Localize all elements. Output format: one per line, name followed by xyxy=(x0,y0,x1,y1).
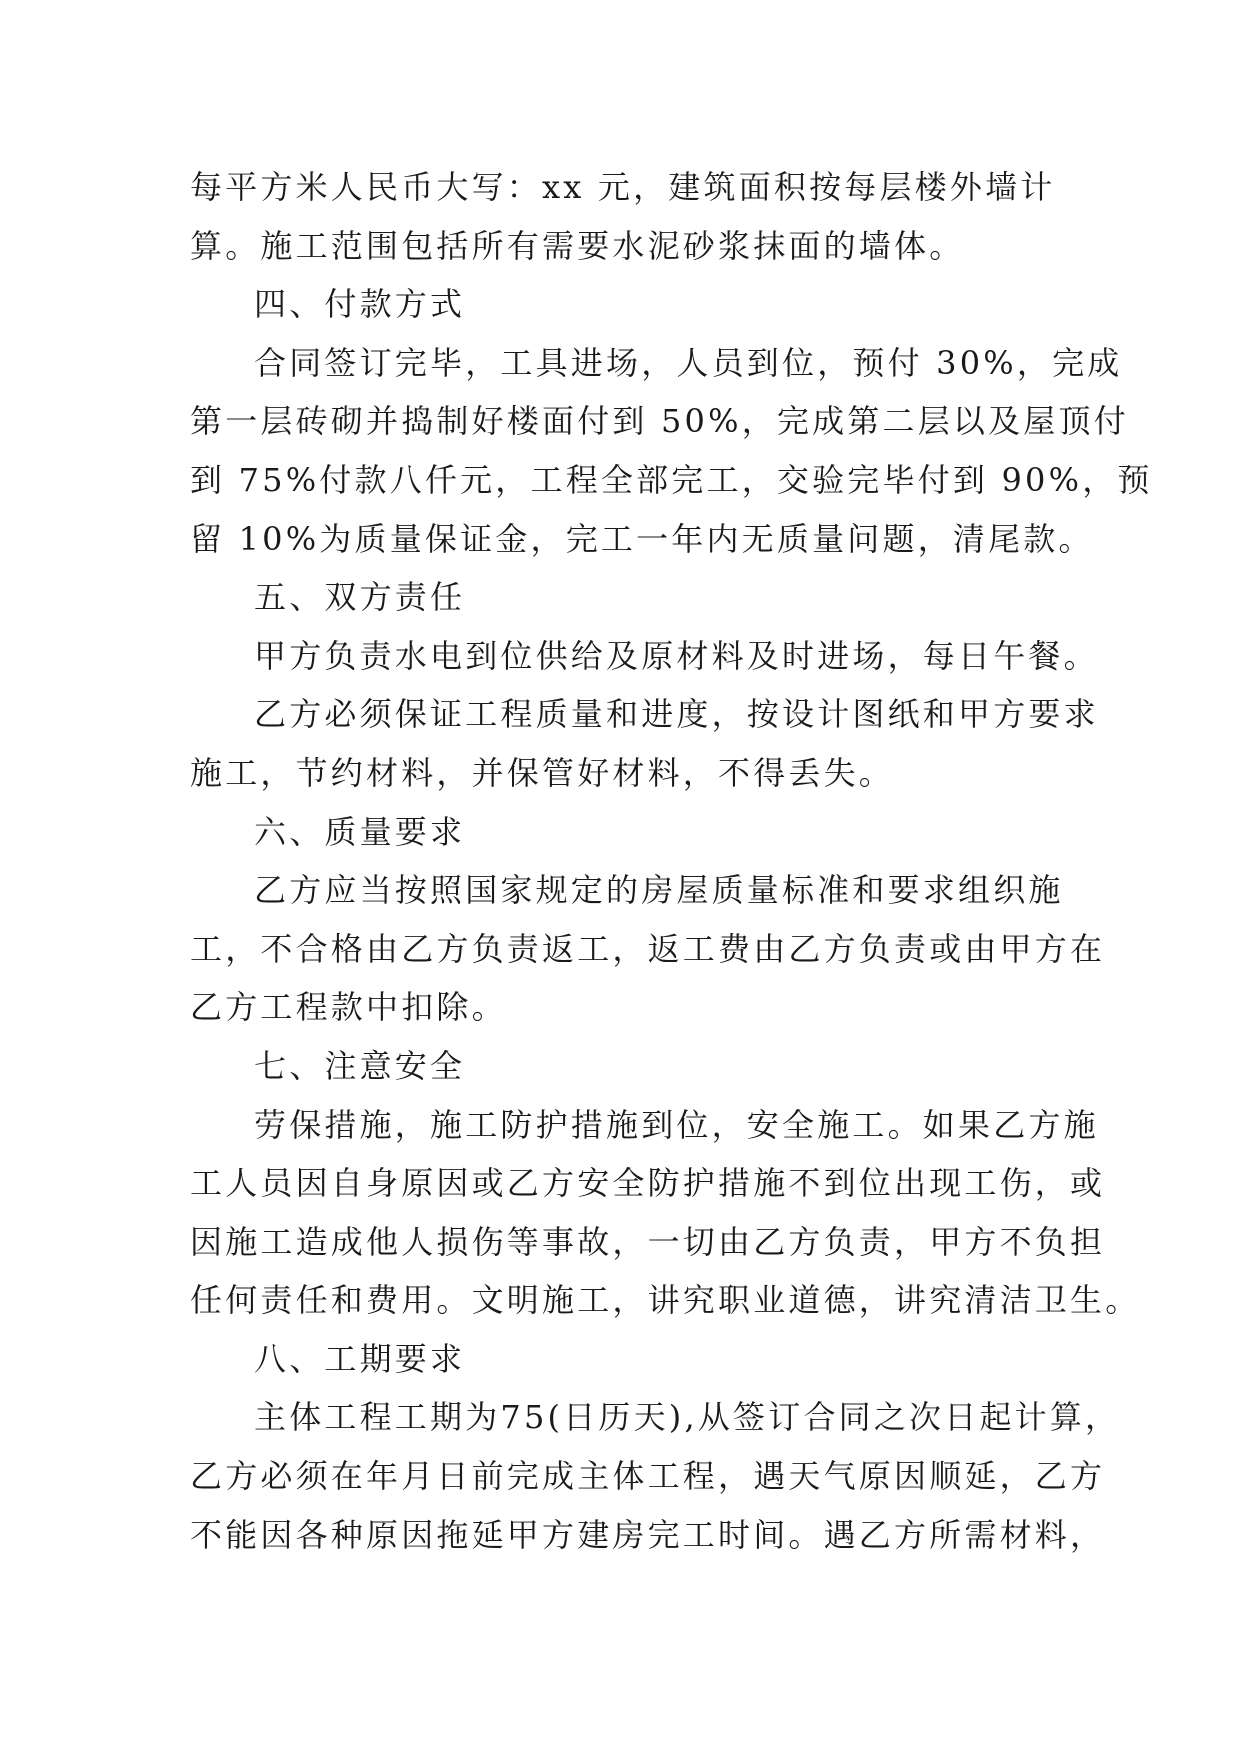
text-line: 任何责任和费用。文明施工，讲究职业道德，讲究清洁卫生。 xyxy=(190,1281,1141,1320)
text-line: 留 10%为质量保证金，完工一年内无质量问题，清尾款。 xyxy=(190,519,1094,558)
text-line: 劳保措施，施工防护措施到位，安全施工。如果乙方施 xyxy=(254,1105,1099,1144)
text-line: 乙方工程款中扣除。 xyxy=(190,988,507,1027)
text-line: 工人员因自身原因或乙方安全防护措施不到位出现工伤，或 xyxy=(190,1164,1106,1203)
text-line: 到 75%付款八仟元，工程全部完工，交验完毕付到 90%，预 xyxy=(190,460,1153,499)
section-heading-responsibilities: 五、双方责任 xyxy=(254,578,466,617)
text-line: 甲方负责水电到位供给及原材料及时进场，每日午餐。 xyxy=(254,636,1099,675)
text-line: 第一层砖砌并捣制好楼面付到 50%，完成第二层以及屋顶付 xyxy=(190,402,1129,441)
text-line: 算。施工范围包括所有需要水泥砂浆抹面的墙体。 xyxy=(190,226,965,265)
document-body xyxy=(190,158,1153,1564)
text-line: 乙方必须在年月日前完成主体工程，遇天气原因顺延，乙方 xyxy=(190,1457,1106,1496)
section-heading-quality: 六、质量要求 xyxy=(254,812,466,851)
text-line: 合同签订完毕，工具进场，人员到位，预付 30%，完成 xyxy=(254,343,1123,382)
text-line: 因施工造成他人损伤等事故，一切由乙方负责，甲方不负担 xyxy=(190,1222,1106,1261)
text-line: 主体工程工期为75(日历天),从签订合同之次日起计算， xyxy=(254,1398,1121,1437)
section-heading-safety: 七、注意安全 xyxy=(254,1046,466,1085)
text-line: 乙方必须保证工程质量和进度，按设计图纸和甲方要求 xyxy=(254,695,1099,734)
text-line: 每平方米人民币大写：xx 元，建筑面积按每层楼外墙计 xyxy=(190,168,1056,206)
section-heading-schedule: 八、工期要求 xyxy=(254,1339,466,1378)
text-line: 工，不合格由乙方负责返工，返工费由乙方负责或由甲方在 xyxy=(190,929,1106,968)
text-line: 乙方应当按照国家规定的房屋质量标准和要求组织施 xyxy=(254,871,1064,910)
text-line: 不能因各种原因拖延甲方建房完工时间。遇乙方所需材料， xyxy=(190,1515,1106,1554)
text-line: 施工，节约材料，并保管好材料，不得丢失。 xyxy=(190,753,895,792)
section-heading-payment: 四、付款方式 xyxy=(254,285,466,324)
